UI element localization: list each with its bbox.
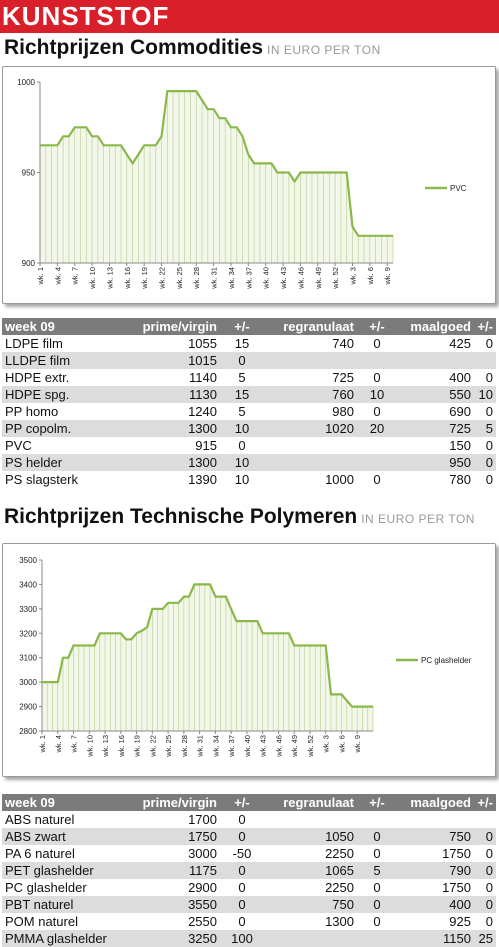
price-cell: 915: [195, 438, 217, 453]
price-cell: 425: [449, 336, 471, 351]
x-tick-label: wk. 9: [353, 735, 363, 753]
price-cell: 1750: [128, 828, 220, 845]
price-cell: 2550: [188, 914, 217, 929]
price-cell: 1050: [264, 828, 357, 845]
price-cell: 10: [234, 472, 250, 487]
x-tick-label: wk. 28: [179, 735, 189, 757]
price-cell: 1130: [128, 386, 220, 403]
x-tick-label: wk. 37: [244, 267, 254, 289]
x-tick-label: wk. 25: [164, 735, 174, 757]
material-name-cell: PS slagsterk: [5, 472, 78, 487]
column-header: prime/virgin: [128, 318, 220, 335]
price-cell: 5: [357, 862, 397, 879]
legend-label: PVC: [450, 184, 467, 193]
price-cell: 1175: [128, 862, 220, 879]
x-tick-label: wk. 6: [365, 267, 375, 285]
column-header: regranulaat: [264, 794, 357, 811]
price-cell: [474, 811, 496, 828]
material-name-cell: ABS naturel: [5, 812, 75, 827]
price-cell: 1240: [188, 404, 217, 419]
price-cell: 0: [373, 404, 381, 419]
price-cell: 1065: [264, 862, 357, 879]
price-cell: 0: [238, 812, 246, 827]
price-cell: 10: [357, 386, 397, 403]
pc-glashelder-chart: [2, 543, 496, 777]
material-name-cell: PA 6 naturel: [5, 846, 75, 861]
column-header: regranulaat: [264, 318, 357, 335]
price-cell: 15: [220, 386, 264, 403]
table-row: [2, 403, 496, 420]
material-name-cell: HDPE spg.: [2, 386, 128, 403]
price-cell: 150: [449, 438, 471, 453]
price-cell: 1015: [128, 352, 220, 369]
price-cell: 925: [449, 914, 471, 929]
price-cell: 2250: [325, 880, 354, 895]
x-tick-label: wk. 22: [148, 735, 158, 757]
material-name-cell: HDPE extr.: [5, 370, 70, 385]
price-cell: 0: [238, 914, 246, 929]
y-tick-label: 900: [21, 259, 35, 268]
x-tick-label: wk. 16: [116, 735, 126, 757]
table-row: [2, 454, 496, 471]
table-row: [2, 352, 496, 369]
material-name-cell: LDPE film: [5, 336, 63, 351]
commodities-price-table: [2, 318, 496, 488]
price-cell: 0: [220, 896, 264, 913]
price-cell: 3000: [188, 846, 217, 861]
price-cell: [264, 352, 357, 369]
x-tick-label: wk. 25: [174, 267, 184, 289]
price-cell: 780: [449, 472, 471, 487]
price-cell: 1390: [188, 472, 217, 487]
price-cell: 20: [357, 420, 397, 437]
table-row: [2, 862, 496, 879]
column-header: +/-: [357, 794, 397, 811]
column-header: week 09: [2, 318, 128, 335]
price-cell: 0: [485, 404, 493, 419]
price-cell: 0: [485, 846, 493, 861]
price-cell: 0: [485, 370, 493, 385]
price-cell: 725: [397, 420, 474, 437]
x-tick-label: wk. 3: [321, 735, 331, 753]
x-tick-label: wk. 43: [258, 735, 268, 757]
table-row: [2, 471, 496, 488]
table-row: [2, 335, 496, 352]
x-tick-label: wk. 4: [53, 267, 63, 285]
material-name-cell: PP homo: [5, 404, 59, 419]
material-name-cell: PVC: [5, 438, 32, 453]
price-cell: 0: [220, 352, 264, 369]
price-cell: [474, 352, 496, 369]
price-cell: 690: [449, 404, 471, 419]
x-tick-label: wk. 1: [36, 267, 45, 285]
material-name-cell: PMMA glashelder: [2, 930, 128, 947]
material-name-cell: PBT naturel: [2, 896, 128, 913]
price-cell: 3250: [128, 930, 220, 947]
x-tick-label: wk. 13: [101, 735, 111, 757]
price-cell: 0: [238, 438, 246, 453]
x-tick-label: wk. 46: [296, 267, 306, 289]
price-cell: 0: [220, 862, 264, 879]
legend-label: PC glashelder: [421, 656, 472, 665]
y-tick-label: 3300: [19, 604, 37, 614]
y-tick-label: 950: [21, 168, 35, 178]
y-tick-label: 1000: [17, 78, 35, 87]
price-cell: 400: [449, 370, 471, 385]
price-cell: 3550: [128, 896, 220, 913]
x-tick-label: wk. 4: [53, 735, 63, 753]
price-cell: 980: [332, 404, 354, 419]
material-name-cell: PC glashelder: [5, 880, 87, 895]
column-header: +/-: [474, 794, 496, 811]
x-tick-label: wk. 37: [227, 735, 237, 757]
commodities-subtitle: IN EURO PER TON: [267, 43, 381, 57]
table-row: [2, 420, 496, 437]
material-name-cell: PS helder: [2, 454, 128, 471]
x-tick-label: wk. 16: [122, 267, 132, 289]
x-tick-label: wk. 7: [70, 267, 80, 285]
price-cell: 0: [357, 828, 397, 845]
price-cell: 15: [234, 336, 250, 351]
price-cell: 1150: [397, 930, 474, 947]
x-tick-label: wk. 40: [261, 267, 271, 289]
x-tick-label: wk. 22: [157, 267, 167, 289]
table-row: [2, 437, 496, 454]
price-cell: 1140: [189, 370, 217, 385]
price-cell: 2250: [325, 846, 354, 861]
x-tick-label: wk. 6: [337, 735, 347, 753]
polymers-title: Richtprijzen Technische Polymeren: [4, 505, 358, 528]
price-cell: 1700: [188, 812, 217, 827]
price-cell: [264, 811, 357, 828]
price-cell: 1300: [325, 914, 354, 929]
x-tick-label: wk. 9: [383, 267, 393, 285]
pvc-chart-svg: [3, 67, 495, 303]
price-cell: 0: [373, 846, 381, 861]
price-cell: 0: [485, 472, 493, 487]
polymers-price-table: [2, 794, 496, 947]
table-row: [2, 896, 496, 913]
column-header: maalgoed: [397, 318, 474, 335]
price-cell: [357, 352, 397, 369]
banner-title: KUNSTSTOF: [2, 1, 170, 31]
price-cell: 0: [485, 880, 493, 895]
x-tick-label: wk. 31: [195, 735, 205, 757]
price-cell: 750: [264, 896, 357, 913]
price-cell: [264, 437, 357, 454]
price-cell: [357, 454, 397, 471]
price-cell: 2900: [188, 880, 217, 895]
table-row: [2, 811, 496, 828]
price-cell: 0: [373, 370, 381, 385]
price-cell: 10: [220, 454, 264, 471]
price-cell: 25: [474, 930, 496, 947]
x-tick-label: wk. 31: [209, 267, 219, 289]
material-name-cell: PET glashelder: [2, 862, 128, 879]
x-tick-label: wk. 19: [132, 735, 142, 757]
price-cell: 1750: [442, 846, 471, 861]
price-cell: 1000: [325, 472, 354, 487]
y-tick-label: 3000: [19, 678, 37, 688]
price-cell: 0: [485, 438, 493, 453]
x-tick-label: wk. 34: [211, 735, 221, 757]
column-header: +/-: [220, 794, 264, 811]
price-cell: 750: [397, 828, 474, 845]
table-row: [2, 879, 496, 896]
price-cell: 550: [397, 386, 474, 403]
price-cell: 760: [264, 386, 357, 403]
x-tick-label: wk. 52: [331, 267, 341, 289]
price-cell: 0: [474, 454, 496, 471]
x-tick-label: wk. 3: [348, 267, 358, 285]
material-name-cell: LLDPE film: [2, 352, 128, 369]
table-row: [2, 930, 496, 947]
x-tick-label: wk. 7: [69, 735, 79, 753]
material-name-cell: PP copolm.: [2, 420, 128, 437]
column-header: maalgoed: [397, 794, 474, 811]
price-cell: [264, 930, 357, 947]
table-row: [2, 369, 496, 386]
price-cell: 740: [332, 336, 354, 351]
table-row: [2, 845, 496, 862]
price-cell: [357, 437, 397, 454]
column-header: +/-: [357, 318, 397, 335]
material-name-cell: ABS zwart: [2, 828, 128, 845]
price-cell: 0: [474, 828, 496, 845]
price-cell: 0: [373, 336, 381, 351]
price-cell: 1055: [188, 336, 217, 351]
column-header: +/-: [220, 318, 264, 335]
y-tick-label: 3500: [19, 556, 37, 565]
price-cell: 5: [238, 370, 246, 385]
price-cell: 1300: [128, 420, 220, 437]
price-cell: 0: [474, 896, 496, 913]
x-tick-label: wk. 49: [313, 267, 323, 289]
polymers-subtitle: IN EURO PER TON: [361, 512, 475, 526]
y-tick-label: 3100: [19, 653, 37, 663]
polymers-heading: [4, 505, 475, 531]
pc-glashelder-chart-svg: [3, 544, 495, 776]
price-cell: 0: [373, 914, 381, 929]
price-cell: -50: [232, 846, 252, 861]
x-tick-label: wk. 52: [305, 735, 315, 757]
x-tick-label: wk. 28: [192, 267, 202, 289]
material-name-cell: POM naturel: [5, 914, 78, 929]
price-cell: 5: [474, 420, 496, 437]
x-tick-label: wk. 10: [88, 267, 98, 289]
price-cell: 790: [397, 862, 474, 879]
price-cell: 1750: [442, 880, 471, 895]
x-tick-label: wk. 46: [274, 735, 284, 757]
commodities-heading: [4, 36, 381, 62]
x-tick-label: wk. 13: [105, 267, 115, 289]
price-cell: 0: [474, 862, 496, 879]
x-tick-label: wk. 19: [140, 267, 150, 289]
column-header: week 09: [2, 794, 128, 811]
price-cell: 0: [373, 472, 381, 487]
price-cell: 10: [474, 386, 496, 403]
price-cell: 1300: [128, 454, 220, 471]
price-cell: 0: [373, 880, 381, 895]
price-cell: 0: [485, 336, 493, 351]
price-cell: [397, 352, 474, 369]
x-tick-label: wk. 10: [85, 735, 95, 757]
commodities-title: Richtprijzen Commodities: [4, 36, 264, 59]
x-tick-label: wk. 1: [38, 735, 47, 753]
y-tick-label: 2900: [19, 702, 37, 712]
table-header-row: [2, 318, 496, 335]
column-header: prime/virgin: [128, 794, 220, 811]
table-row: [2, 828, 496, 845]
price-cell: 1020: [264, 420, 357, 437]
price-cell: [397, 811, 474, 828]
price-cell: 10: [220, 420, 264, 437]
pvc-chart: [2, 66, 496, 304]
price-cell: 0: [485, 914, 493, 929]
area-fill: [40, 91, 393, 263]
x-tick-label: wk. 49: [290, 735, 300, 757]
price-cell: 0: [220, 828, 264, 845]
price-cell: [357, 811, 397, 828]
price-cell: 0: [357, 896, 397, 913]
price-cell: 950: [397, 454, 474, 471]
y-tick-label: 3200: [19, 629, 37, 639]
y-tick-label: 2800: [19, 727, 37, 736]
price-cell: 725: [332, 370, 354, 385]
x-tick-label: wk. 40: [242, 735, 252, 757]
price-cell: 0: [238, 880, 246, 895]
y-tick-label: 3400: [19, 580, 37, 590]
x-tick-label: wk. 43: [279, 267, 289, 289]
area-fill: [42, 584, 373, 731]
table-header-row: [2, 794, 496, 811]
price-cell: [357, 930, 397, 947]
price-cell: 100: [220, 930, 264, 947]
price-cell: 5: [238, 404, 246, 419]
price-cell: 400: [397, 896, 474, 913]
price-cell: [264, 454, 357, 471]
table-row: [2, 386, 496, 403]
x-tick-label: wk. 34: [226, 267, 236, 289]
table-row: [2, 913, 496, 930]
column-header: +/-: [474, 318, 496, 335]
section-banner: [0, 0, 499, 33]
